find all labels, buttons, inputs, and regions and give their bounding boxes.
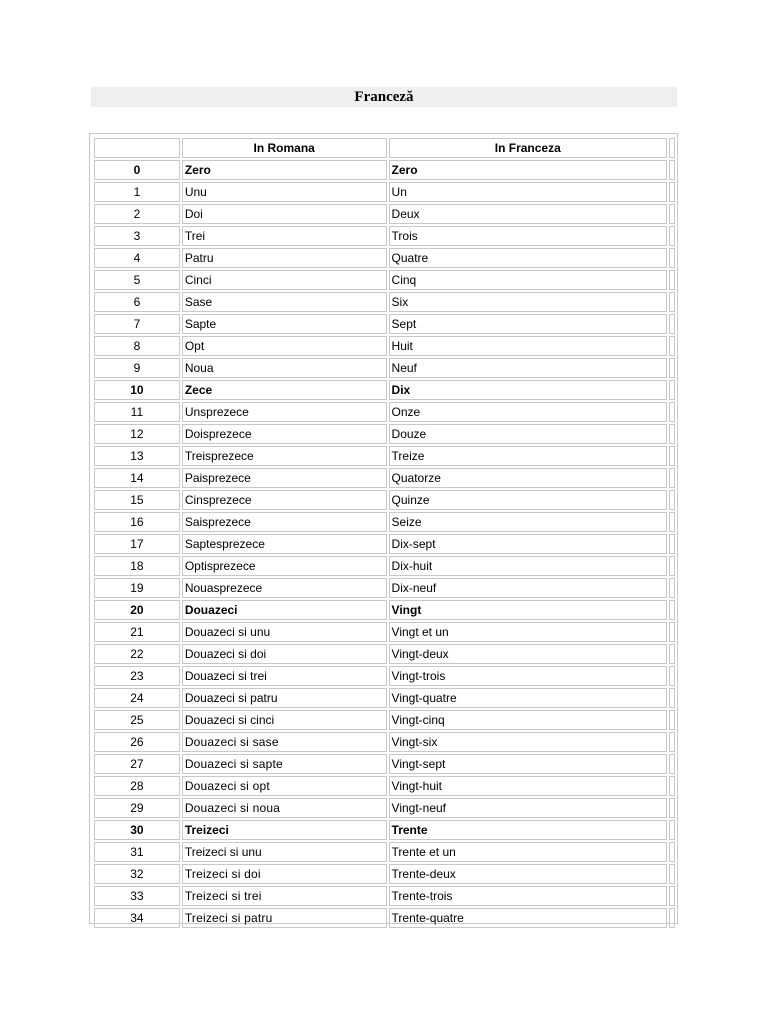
row-number: 4: [94, 248, 180, 268]
row-number: 22: [94, 644, 180, 664]
row-extra-cell: [669, 402, 675, 422]
table-row: [94, 666, 675, 686]
row-french: Quinze: [389, 490, 667, 510]
row-extra-cell: [669, 314, 675, 334]
table-row: [94, 688, 675, 708]
row-number: 18: [94, 556, 180, 576]
row-number: 12: [94, 424, 180, 444]
row-romanian: Nouasprezece: [182, 578, 387, 598]
row-romanian: Zero: [182, 160, 387, 180]
row-french: Trente et un: [389, 842, 667, 862]
table-row: [94, 886, 675, 906]
row-romanian: Treizeci: [182, 820, 387, 840]
row-extra-cell: [669, 534, 675, 554]
row-number: 20: [94, 600, 180, 620]
row-extra-cell: [669, 864, 675, 884]
table-row: [94, 314, 675, 334]
row-french: Seize: [389, 512, 667, 532]
row-extra-cell: [669, 468, 675, 488]
row-french: Douze: [389, 424, 667, 444]
row-romanian: Treisprezece: [182, 446, 387, 466]
row-romanian: Unu: [182, 182, 387, 202]
row-french: Trente-deux: [389, 864, 667, 884]
row-extra-cell: [669, 666, 675, 686]
row-romanian: Treizeci si patru: [182, 908, 387, 928]
row-extra-cell: [669, 226, 675, 246]
row-romanian: Trei: [182, 226, 387, 246]
row-extra-cell: [669, 292, 675, 312]
row-number: 30: [94, 820, 180, 840]
row-french: Dix: [389, 380, 667, 400]
row-french: Trente: [389, 820, 667, 840]
table-row: [94, 446, 675, 466]
row-number: 21: [94, 622, 180, 642]
row-extra-cell: [669, 512, 675, 532]
row-french: Neuf: [389, 358, 667, 378]
table-row: [94, 292, 675, 312]
row-french: Vingt-neuf: [389, 798, 667, 818]
row-romanian: Douazeci si sapte: [182, 754, 387, 774]
table-row: [94, 534, 675, 554]
row-number: 28: [94, 776, 180, 796]
table-row: [94, 182, 675, 202]
row-french: Trois: [389, 226, 667, 246]
row-romanian: Sapte: [182, 314, 387, 334]
table-row: [94, 336, 675, 356]
row-extra-cell: [669, 160, 675, 180]
row-extra-cell: [669, 732, 675, 752]
row-extra-cell: [669, 578, 675, 598]
row-french: Vingt: [389, 600, 667, 620]
row-french: Dix-neuf: [389, 578, 667, 598]
row-romanian: Douazeci si noua: [182, 798, 387, 818]
row-number: 8: [94, 336, 180, 356]
table-row: [94, 380, 675, 400]
row-number: 11: [94, 402, 180, 422]
row-french: Zero: [389, 160, 667, 180]
row-romanian: Treizeci si unu: [182, 842, 387, 862]
row-number: 26: [94, 732, 180, 752]
table-row: [94, 160, 675, 180]
row-number: 29: [94, 798, 180, 818]
row-romanian: Douazeci: [182, 600, 387, 620]
table-row: [94, 226, 675, 246]
table-row: [94, 710, 675, 730]
row-romanian: Treizeci si trei: [182, 886, 387, 906]
row-number: 3: [94, 226, 180, 246]
row-french: Quatre: [389, 248, 667, 268]
row-french: Six: [389, 292, 667, 312]
table-row: [94, 358, 675, 378]
row-number: 33: [94, 886, 180, 906]
row-romanian: Doi: [182, 204, 387, 224]
row-extra-cell: [669, 204, 675, 224]
title-bar: [91, 87, 677, 107]
row-french: Vingt-trois: [389, 666, 667, 686]
row-number: 1: [94, 182, 180, 202]
row-extra-cell: [669, 644, 675, 664]
row-romanian: Opt: [182, 336, 387, 356]
table-row: [94, 754, 675, 774]
table-row: [94, 864, 675, 884]
row-romanian: Paisprezece: [182, 468, 387, 488]
row-number: 24: [94, 688, 180, 708]
row-french: Vingt et un: [389, 622, 667, 642]
row-extra-cell: [669, 688, 675, 708]
row-french: Treize: [389, 446, 667, 466]
table-header-row: [94, 138, 675, 158]
row-romanian: Sase: [182, 292, 387, 312]
table-row: [94, 556, 675, 576]
table-row: [94, 798, 675, 818]
table-row: [94, 644, 675, 664]
row-french: Quatorze: [389, 468, 667, 488]
row-french: Vingt-cinq: [389, 710, 667, 730]
header-extra-cell: [669, 138, 675, 158]
row-extra-cell: [669, 556, 675, 576]
row-number: 7: [94, 314, 180, 334]
row-french: Dix-huit: [389, 556, 667, 576]
table-row: [94, 820, 675, 840]
row-number: 13: [94, 446, 180, 466]
table-row: [94, 512, 675, 532]
row-number: 19: [94, 578, 180, 598]
row-number: 32: [94, 864, 180, 884]
table-row: [94, 402, 675, 422]
table-row: [94, 204, 675, 224]
numbers-table: [92, 136, 677, 930]
row-number: 15: [94, 490, 180, 510]
row-romanian: Douazeci si doi: [182, 644, 387, 664]
row-number: 6: [94, 292, 180, 312]
row-number: 17: [94, 534, 180, 554]
table-row: [94, 842, 675, 862]
row-french: Huit: [389, 336, 667, 356]
row-french: Sept: [389, 314, 667, 334]
row-romanian: Patru: [182, 248, 387, 268]
table-row: [94, 270, 675, 290]
row-french: Cinq: [389, 270, 667, 290]
row-extra-cell: [669, 776, 675, 796]
row-number: 27: [94, 754, 180, 774]
row-number: 2: [94, 204, 180, 224]
row-extra-cell: [669, 908, 675, 928]
row-romanian: Saisprezece: [182, 512, 387, 532]
row-romanian: Douazeci si cinci: [182, 710, 387, 730]
row-romanian: Cinci: [182, 270, 387, 290]
row-number: 5: [94, 270, 180, 290]
row-extra-cell: [669, 622, 675, 642]
table-row: [94, 600, 675, 620]
table-row: [94, 424, 675, 444]
row-extra-cell: [669, 380, 675, 400]
row-romanian: Noua: [182, 358, 387, 378]
header-french: In Franceza: [389, 138, 667, 158]
header-romanian: In Romana: [182, 138, 387, 158]
row-extra-cell: [669, 424, 675, 444]
row-french: Trente-trois: [389, 886, 667, 906]
row-french: Dix-sept: [389, 534, 667, 554]
row-romanian: Douazeci si sase: [182, 732, 387, 752]
row-extra-cell: [669, 820, 675, 840]
table-row: [94, 622, 675, 642]
row-french: Vingt-six: [389, 732, 667, 752]
row-extra-cell: [669, 600, 675, 620]
row-romanian: Douazeci si trei: [182, 666, 387, 686]
row-romanian: Optisprezece: [182, 556, 387, 576]
row-romanian: Saptesprezece: [182, 534, 387, 554]
row-extra-cell: [669, 842, 675, 862]
row-romanian: Treizeci si doi: [182, 864, 387, 884]
row-extra-cell: [669, 358, 675, 378]
table-row: [94, 248, 675, 268]
numbers-table-frame: [89, 133, 678, 924]
page-title: Franceză: [354, 89, 414, 105]
row-extra-cell: [669, 446, 675, 466]
table-row: [94, 908, 675, 928]
row-number: 14: [94, 468, 180, 488]
table-row: [94, 578, 675, 598]
row-extra-cell: [669, 886, 675, 906]
row-extra-cell: [669, 270, 675, 290]
row-romanian: Douazeci si patru: [182, 688, 387, 708]
row-french: Onze: [389, 402, 667, 422]
header-number: [94, 138, 180, 158]
row-french: Deux: [389, 204, 667, 224]
row-romanian: Douazeci si opt: [182, 776, 387, 796]
row-romanian: Unsprezece: [182, 402, 387, 422]
row-romanian: Cinsprezece: [182, 490, 387, 510]
row-number: 23: [94, 666, 180, 686]
row-number: 10: [94, 380, 180, 400]
row-extra-cell: [669, 490, 675, 510]
row-romanian: Doisprezece: [182, 424, 387, 444]
row-romanian: Douazeci si unu: [182, 622, 387, 642]
row-number: 25: [94, 710, 180, 730]
row-extra-cell: [669, 798, 675, 818]
row-french: Vingt-deux: [389, 644, 667, 664]
row-extra-cell: [669, 336, 675, 356]
row-french: Trente-quatre: [389, 908, 667, 928]
row-extra-cell: [669, 182, 675, 202]
row-number: 31: [94, 842, 180, 862]
row-romanian: Zece: [182, 380, 387, 400]
row-french: Vingt-huit: [389, 776, 667, 796]
row-extra-cell: [669, 754, 675, 774]
row-french: Vingt-quatre: [389, 688, 667, 708]
row-extra-cell: [669, 248, 675, 268]
row-number: 34: [94, 908, 180, 928]
table-row: [94, 776, 675, 796]
table-row: [94, 732, 675, 752]
numbers-table-body: [94, 138, 675, 928]
row-number: 0: [94, 160, 180, 180]
table-row: [94, 490, 675, 510]
row-number: 16: [94, 512, 180, 532]
row-number: 9: [94, 358, 180, 378]
row-extra-cell: [669, 710, 675, 730]
row-french: Un: [389, 182, 667, 202]
row-french: Vingt-sept: [389, 754, 667, 774]
table-row: [94, 468, 675, 488]
